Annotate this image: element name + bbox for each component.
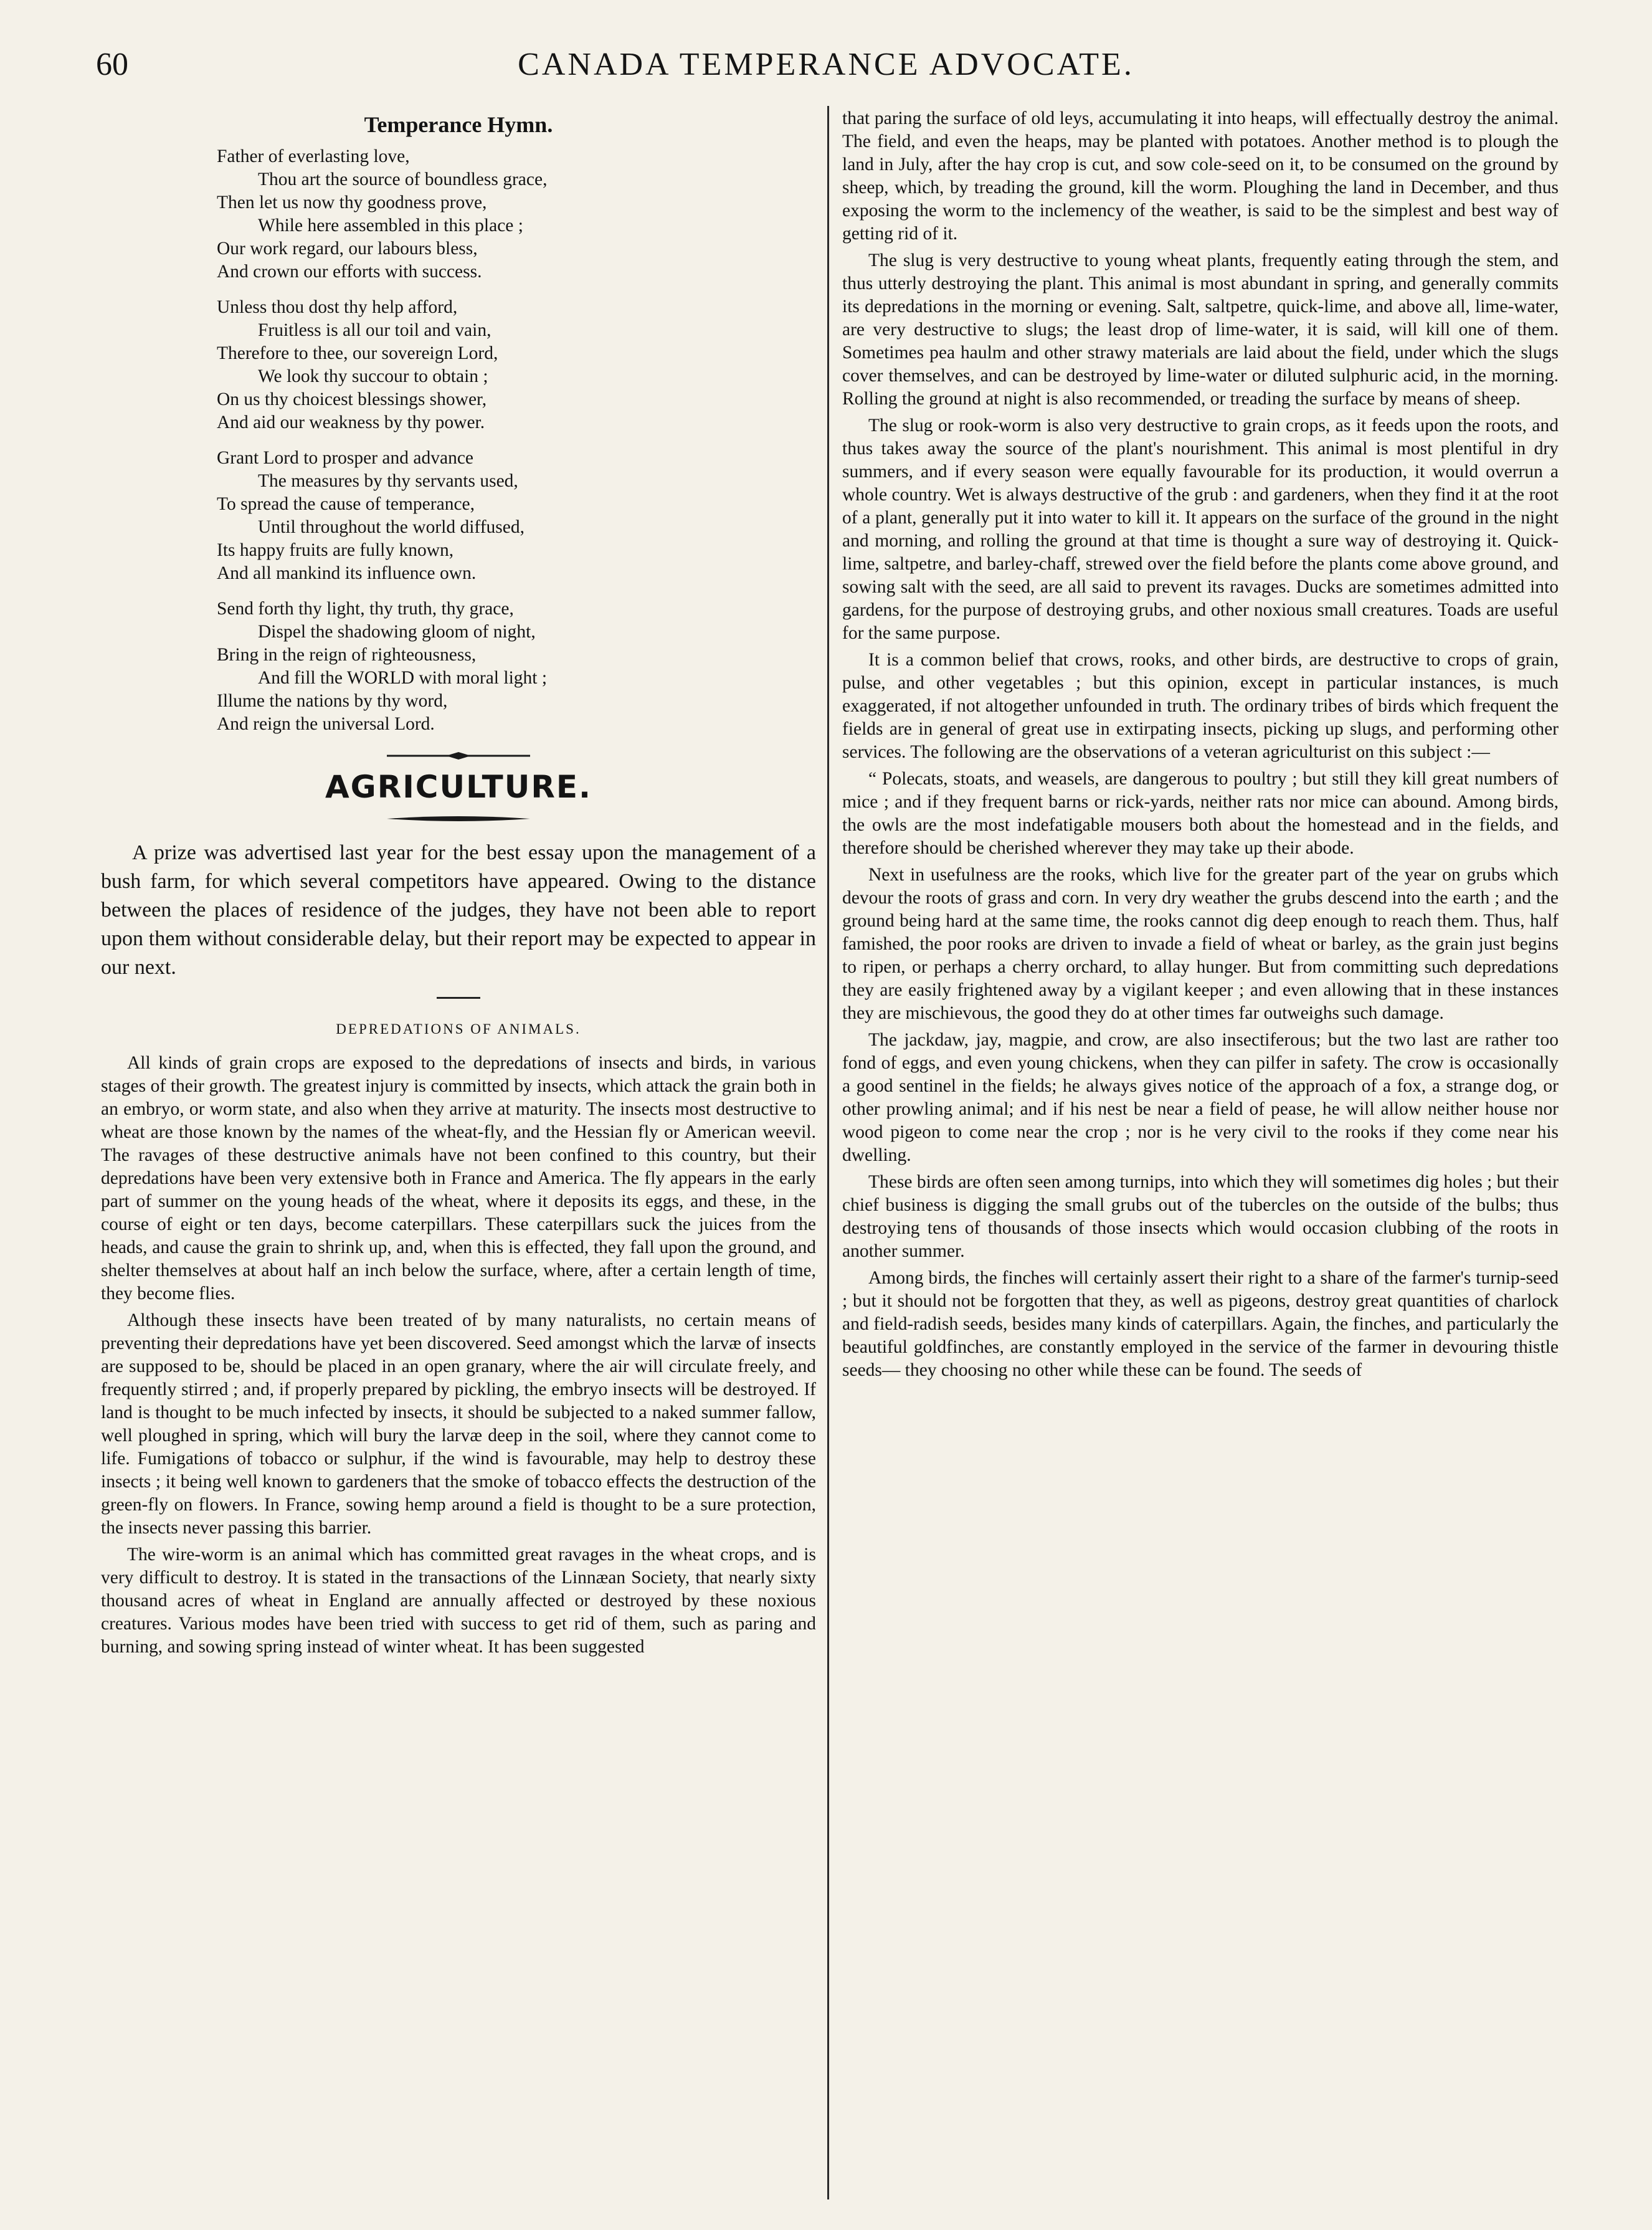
verse-line: And crown our efforts with success. <box>217 262 482 282</box>
verse-line: Grant Lord to prosper and advance <box>217 448 474 468</box>
article-paragraph: “ Polecats, stoats, and weasels, are dangerous to poultry ; but still they kill great numbers of mice ; and if they frequent barns or rick-yards, neither rats nor mice can abound. Among birds, the owls are the most indefatigable mousers both about the homestead and in the fields, and therefore should be cherished wherever they may take up their abode. <box>842 769 1559 858</box>
article-subheading: DEPREDATIONS OF ANIMALS. <box>336 1021 581 1037</box>
verse-line: Thou art the source of boundless grace, <box>258 169 548 189</box>
article-paragraph: Although these insects have been treated of by many naturalists, no certain means of preventing their depredations have yet been discovered. Seed amongst which the larvæ of insects are supposed to be, should be placed in an open granary, where the air will circulate freely, and frequently stirred ; and, if properly prepared by pickling, the embryo insects will be destroyed. If land is thought to be much infected by insects, it should be subjected to a naked summer fallow, well ploughed in spring, which will bury the larvæ deep in the soil, where they cannot come to life. Fumigations of tobacco or sulphur, if the wind is favourable, may help to destroy these insects ; it being well known to gardeners that the smoke of tobacco effects the destruction of the green-fly on flowers. In France, sowing hemp around a field is thought to be a sure protection, the insects never passing this barrier. <box>101 1310 816 1538</box>
verse-line: To spread the cause of temperance, <box>217 494 475 514</box>
page-number: 60 <box>96 47 128 82</box>
verse-line: And all mankind its influence own. <box>217 563 477 583</box>
hymn-title: Temperance Hymn. <box>364 112 553 137</box>
verse-line: Our work regard, our labours bless, <box>217 239 478 259</box>
running-head: CANADA TEMPERANCE ADVOCATE. <box>518 47 1134 82</box>
verse-line: And reign the universal Lord. <box>217 714 435 734</box>
article-paragraph: Among birds, the finches will certainly assert their right to a share of the farmer's turnip-seed ; but it should not be forgotten that they, as well as pigeons, destroy great quantities of charlock and field-radish seeds, besides many kinds of caterpillars. Again, the finches, and particularly the beautiful goldfinches, are constantly employed in the service of the farmer in devouring thistle seeds— they choosing no other while these can be found. The seeds of <box>842 1268 1559 1380</box>
verse-line: Its happy fruits are fully known, <box>217 540 454 560</box>
hymn-stanza <box>101 145 816 284</box>
article-paragraph: These birds are often seen among turnips, into which they will sometimes dig holes ; but their chief business is digging the small grubs out of the tubercles on the outside of the bulbs; thus destroying tens of thousands of those insects which would occasion clubbing of the roots in another summer. <box>842 1172 1559 1261</box>
verse-line: Send forth thy light, thy truth, thy grace, <box>217 599 514 619</box>
verse-line: Until throughout the world diffused, <box>258 517 525 537</box>
article-paragraph: It is a common belief that crows, rooks, and other birds, are destructive to crops of grain, pulse, and other vegetables ; but this opinion, except in particular instances, is much exaggerated, if not altogether unfounded in truth. The ordinary tribes of birds which frequent the fields are in general of great use in extirpating insects, picking up slugs, and performing other services. The following are the observations of a veteran agriculturist on this subject :— <box>842 650 1559 762</box>
article-paragraph-continued: that paring the surface of old leys, accumulating it into heaps, will effectually destroy the animal. The field, and even the heaps, may be planted with potatoes. Another method is to plough the land in July, after the hay crop is cut, and sow cole-seed on it, to be consumed on the ground by sheep, which, by treading the ground, kill the worm. Ploughing the land in December, and thus exposing the worm to the inclemency of the weather, is said to be the simplest and best way of getting rid of it. <box>842 108 1559 244</box>
article-paragraph: The jackdaw, jay, magpie, and crow, are also insectiferous; but the two last are rather too fond of eggs, and even young chickens, when they can pilfer in safety. The crow is occasionally a good sentinel in the fields; he always gives notice of the approach of a fox, a strange dog, or other prowling animal; and if his nest be near a field of pease, he will allow neither house nor wood pigeon to come near the crop ; nor is he very civil to the rooks if they come near his dwelling. <box>842 1030 1559 1165</box>
verse-line: And fill the WORLD with moral light ; <box>258 668 548 688</box>
verse-line: Therefore to thee, our sovereign Lord, <box>217 343 498 363</box>
left-column <box>101 108 816 1662</box>
ornament-divider <box>387 752 530 760</box>
article-paragraph: The wire-worm is an animal which has committed great ravages in the wheat crops, and is very difficult to destroy. It is stated in the transactions of the Linnæan Society, that nearly sixty thousand acres of wheat in England are annually affected or destroyed by these noxious creatures. Various modes have been tried with success to get rid of them, such as paring and burning, and sowing spring instead of winter wheat. It has been suggested <box>101 1545 816 1657</box>
verse-line: Bring in the reign of righteousness, <box>217 645 477 665</box>
short-rule <box>437 997 480 999</box>
hymn-stanza <box>101 447 816 585</box>
right-column <box>842 107 1559 1386</box>
verse-line: While here assembled in this place ; <box>258 216 523 236</box>
verse-line: Dispel the shadowing gloom of night, <box>258 622 536 642</box>
verse-line: Then let us now thy goodness prove, <box>217 193 487 212</box>
verse-line: We look thy succour to obtain ; <box>258 366 488 386</box>
article-paragraph: Next in usefulness are the rooks, which live for the greater part of the year on grubs which devour the roots of grass and corn. In very dry weather the grubs descend into the earth ; and the ground being hard at the same time, the rooks cannot dig deep enough to reach them. Thus, half famished, the poor rooks are driven to invade a field of wheat or barley, as the grain just begins to ripen, or perhaps a cherry orchard, to allay hunger. But from committing such depredations they are easily frightened away by a vigilant keeper ; and even allowing that in these instances they are mischievous, the good they do at other times far outweighs such damage. <box>842 865 1559 1023</box>
verse-line: On us thy choicest blessings shower, <box>217 389 487 409</box>
verse-line: Fruitless is all our toil and vain, <box>258 320 491 340</box>
article-paragraph: The slug is very destructive to young wheat plants, frequently eating through the stem, and thus utterly destroying the plant. This animal is most abundant in spring, and generally commits its depredations in the morning or evening. Salt, saltpetre, quick-lime, and above all, lime-water, are very destructive to slugs; the least drop of lime-water, it is said, will kill one of them. Sometimes pea haulm and other strawy materials are laid about the field, under which the slugs cover themselves, and can be destroyed by lime-water or diluted sulphuric acid, in the morning. Rolling the ground at night is also recommended, or treading the surface by means of sheep. <box>842 250 1559 409</box>
editorial-notice: A prize was advertised last year for the best essay upon the management of a bush farm, for which several competitors have appeared. Owing to the distance between the places of residence of the judges, they have not been able to report upon them without considerable delay, but their report may be expected to appear in our next. <box>101 841 816 979</box>
verse-line: Unless thou dost thy help afford, <box>217 297 458 317</box>
ornament-divider <box>387 815 530 822</box>
verse-line: And aid our weakness by thy power. <box>217 412 485 432</box>
verse-line: The measures by thy servants used, <box>258 471 518 491</box>
article-paragraph: All kinds of grain crops are exposed to the depredations of insects and birds, in various stages of their growth. The greatest injury is committed by insects, which attack the grain both in an embryo, or worm state, and also when they arrive at maturity. The insects most destructive to wheat are those known by the names of the wheat-fly, and the Hessian fly or American weevil. The ravages of these destructive animals have not been confined to this country, but their depredations have been very extensive both in France and America. The fly appears in the early part of summer on the young heads of the wheat, where it deposits its eggs, and these, in the course of eight or ten days, become caterpillars. These caterpillars suck the juices from the heads, and cause the grain to shrink up, and, when this is effected, they fall upon the ground, and shelter themselves at about half an inch below the surface, where, after a certain length of time, they become flies. <box>101 1053 816 1303</box>
column-rule <box>827 106 829 2199</box>
verse-line: Father of everlasting love, <box>217 146 410 166</box>
hymn-stanza <box>101 598 816 736</box>
section-heading: AGRICULTURE. <box>325 769 592 805</box>
hymn-stanza <box>101 296 816 434</box>
verse-line: Illume the nations by thy word, <box>217 691 448 711</box>
article-paragraph: The slug or rook-worm is also very destructive to grain crops, as it feeds upon the roots, and thus takes away the source of the plant's nourishment. This animal is most plentiful in dry summers, and if every season were equally favourable for its production, it would overrun a whole country. Wet is always destructive of the grub : and gardeners, when they find it at the root of a plant, generally put it into water to kill it. It appears on the surface of the ground in the night and morning, and rolling the ground at that time is thought a sure way of destroying it. Quick-lime, saltpetre, and barley-chaff, strewed over the field before the plants come above ground, and sowing salt with the seed, are all said to prevent its ravages. Ducks are sometimes admitted into gardens, for the purpose of destroying grubs, and other noxious small creatures. Toads are useful for the same purpose. <box>842 416 1559 643</box>
